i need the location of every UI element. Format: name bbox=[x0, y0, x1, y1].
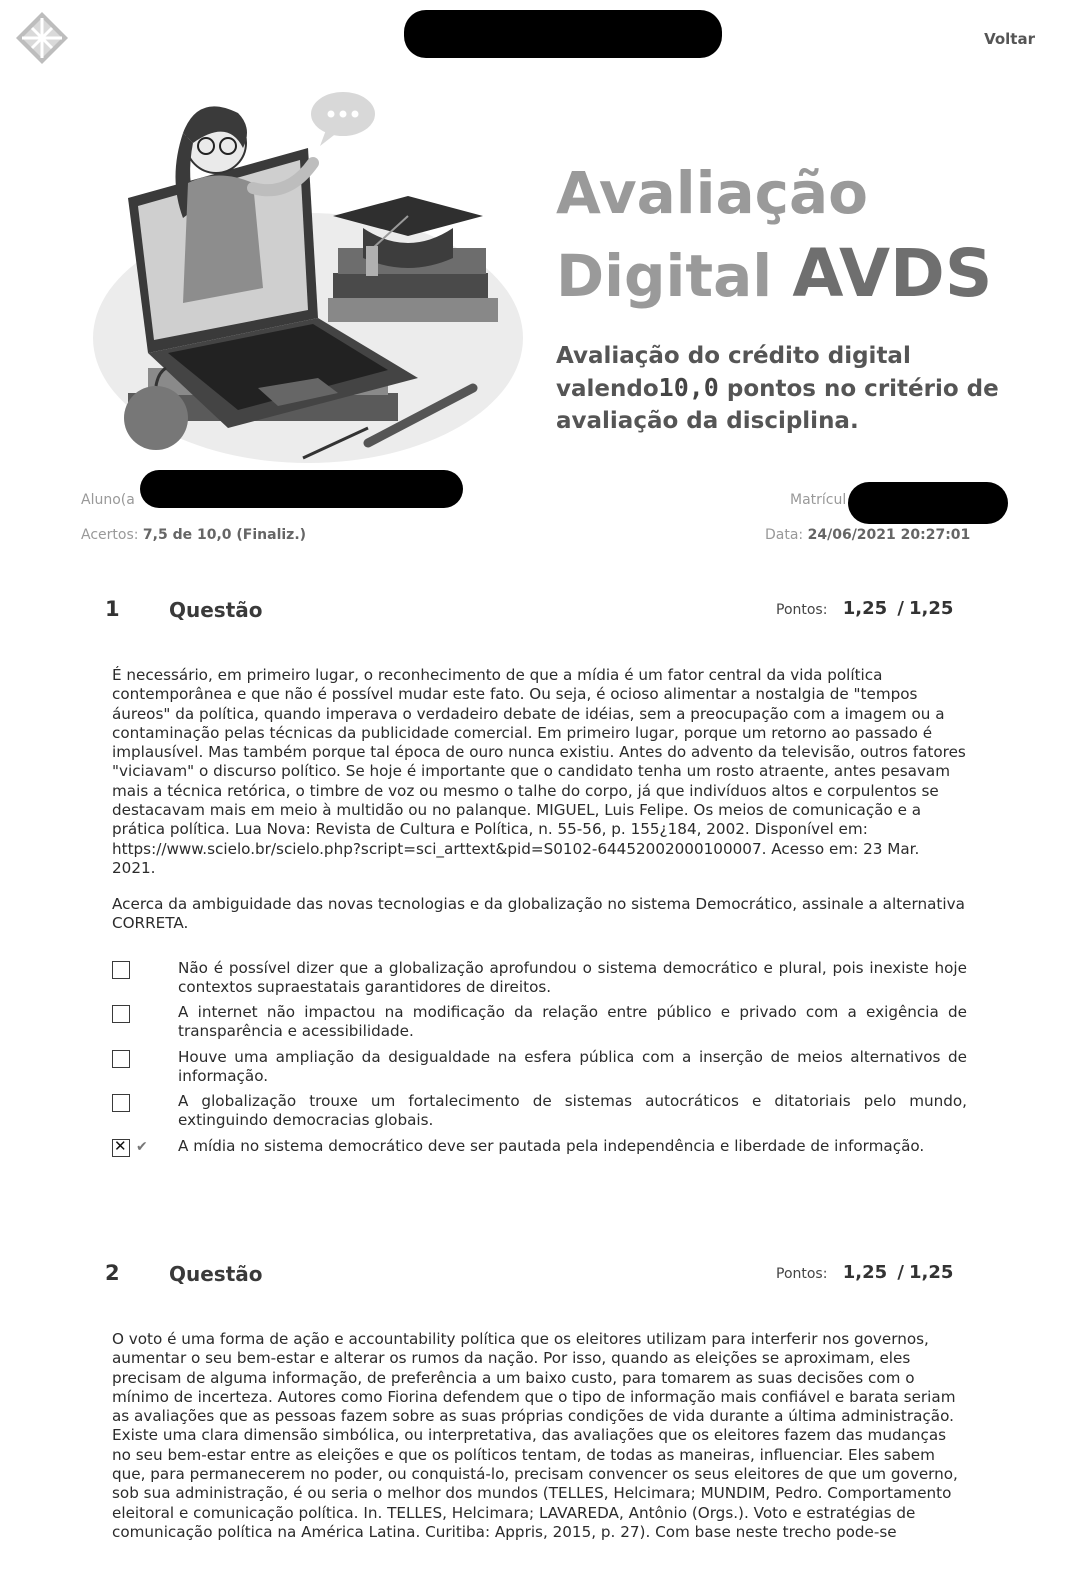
hits-value: 7,5 de 10,0 (Finaliz.) bbox=[142, 527, 307, 543]
question-text: É necessário, em primeiro lugar, o reconhecimento de que a mídia é um fator central da vida política contemporânea e que não é possível mudar este fato. Ou seja, é ocioso alimentar a nostalgia de "tempos áureos" da política, quando imperava o verdadeiro debate de idéias, sem a preocupação com a imagem ou a contaminação pelas técnicas da publicidade comercial. Em primeiro lugar, porque um retorno ao passado é implausível. Mas também porque tal época de ouro nunca existiu. Antes do advento da televisão, outros fatores "viciavam" o discurso político. Se hoje é importante que o candidato tenha um rosto atraente, antes pesavam mais a técnica retórica, o timbre de voz ou mesmo o talhe do corpo, já que indivíduos altos e corpulentos se destacavam mais em meio à multidão ou no palanque. MIGUEL, Luis Felipe. Os meios de comunicação e a prática política. Lua Nova: Revista de Cultura e Política, n. 55-56, p. 155¿184, 2002. Disponível em: https://www.scielo.br/scielo.php?script=sci_arttext&pid=S0102-64452002000100007. Acesso em: 23 Mar. 2021. bbox=[112, 666, 966, 877]
points-scored: 1,25 bbox=[842, 598, 888, 619]
option-text: Houve uma ampliação da desigualdade na esfera pública com a inserção de meios alternativos de informação. bbox=[178, 1048, 967, 1086]
date-label: Data: bbox=[765, 527, 804, 543]
teacher-laptop-illustration bbox=[88, 88, 528, 470]
date-info bbox=[765, 527, 970, 543]
hero-title-accent: AVDS bbox=[792, 235, 993, 312]
question-text: O voto é uma forma de ação e accountability política que os eleitores utilizam para interferir nos governos, aumentar o seu bem-estar e alterar os rumos da nação. Por isso, quando as eleições se aproximam, eles precisam de alguma informação, de preferência a um baixo custo, para tomarem as suas decisões com o mínimo de incerteza. Autores como Fiorina defendem que o tipo de informação mais confiável e barata seriam as avaliações que as pessoas fazem sobre as suas próprias condições de vida durante a última administração. Existe uma clara dimensão simbólica, ou interpretativa, das avaliações que os eleitores fazem das mudanças no seu bem-estar entre as eleições e que os políticos tentam, de todas as maneiras, influenciar. Eles sabem que, para permanecerem no poder, ou conquistá-lo, precisam convencer os seus eleitores de que um governo, sob sua administração, é ou seria o melhor dos mundos (TELLES, Helcimara; MUNDIM, Pedro. Comportamento eleitoral e comunicação política. In. TELLES, Helcimara; LAVAREDA, Antônio (Orgs.). Voto e estratégias de comunicação política na América Latina. Curitiba: Appris, 2015, p. 27). Com base neste trecho pode-se bbox=[112, 1330, 958, 1541]
option-text: A globalização trouxe um fortalecimento de sistemas autocráticos e ditatoriais pelo mundo, extinguindo democracias globais. bbox=[178, 1092, 967, 1130]
answer-option[interactable] bbox=[112, 1092, 967, 1131]
question-points bbox=[776, 598, 953, 619]
hero-subtitle-value: 10,0 bbox=[658, 373, 719, 402]
answer-option[interactable] bbox=[112, 1048, 967, 1087]
hits-label: Acertos: bbox=[81, 527, 139, 543]
question-number: 1 bbox=[105, 597, 120, 621]
hero-subtitle bbox=[556, 340, 1016, 437]
hero-title-digital: Digital bbox=[556, 242, 773, 310]
back-link[interactable]: Voltar bbox=[984, 30, 1035, 48]
option-checkbox[interactable] bbox=[112, 961, 130, 979]
answer-option[interactable] bbox=[112, 959, 967, 998]
points-separator: / bbox=[897, 1262, 904, 1283]
hero-subtitle-part1: Avaliação do crédito digital valendo bbox=[556, 343, 911, 402]
option-checkbox[interactable] bbox=[112, 1094, 130, 1112]
points-separator: / bbox=[897, 598, 904, 619]
question-label: Questão bbox=[169, 598, 263, 622]
option-checkbox[interactable] bbox=[112, 1005, 130, 1023]
question-label: Questão bbox=[169, 1262, 263, 1286]
hits-info bbox=[81, 527, 306, 543]
correct-check-icon: ✔ bbox=[136, 1139, 148, 1155]
logo-diamond-icon bbox=[14, 10, 70, 66]
points-label: Pontos: bbox=[776, 1266, 828, 1282]
redacted-name-header bbox=[404, 10, 722, 58]
option-checkbox-checked[interactable] bbox=[112, 1139, 130, 1157]
question-number: 2 bbox=[105, 1261, 120, 1285]
option-text: A mídia no sistema democrático deve ser pautada pela independência e liberdade de informação. bbox=[178, 1137, 925, 1155]
matricula-label: Matrícul bbox=[790, 492, 847, 508]
points-total: 1,25 bbox=[908, 598, 954, 619]
points-scored: 1,25 bbox=[842, 1262, 888, 1283]
hero-title-line1: Avaliação bbox=[556, 159, 869, 227]
hero-title-line2 bbox=[556, 236, 992, 314]
option-text: A internet não impactou na modificação da relação entre público e privado com a exigência de transparência e acessibilidade. bbox=[178, 1003, 967, 1041]
hero-subtitle-part2: pontos no critério de avaliação da disciplina. bbox=[556, 376, 999, 434]
option-checkbox[interactable] bbox=[112, 1050, 130, 1068]
option-text: Não é possível dizer que a globalização aprofundou o sistema democrático e plural, pois inexiste hoje contextos supraestatais garantidores de direitos. bbox=[178, 959, 967, 997]
question-prompt: Acerca da ambiguidade das novas tecnologias e da globalização no sistema Democrático, assinale a alternativa CORRETA. bbox=[112, 895, 965, 933]
date-value: 24/06/2021 20:27:01 bbox=[807, 527, 971, 543]
question-points bbox=[776, 1262, 953, 1283]
answer-option-selected[interactable] bbox=[112, 1137, 967, 1157]
redacted-student-name bbox=[140, 470, 463, 508]
redacted-matricula bbox=[848, 482, 1008, 524]
student-label: Aluno(a bbox=[81, 492, 135, 508]
points-total: 1,25 bbox=[908, 1262, 954, 1283]
points-label: Pontos: bbox=[776, 602, 828, 618]
logo bbox=[14, 10, 70, 66]
answer-option[interactable] bbox=[112, 1003, 967, 1042]
